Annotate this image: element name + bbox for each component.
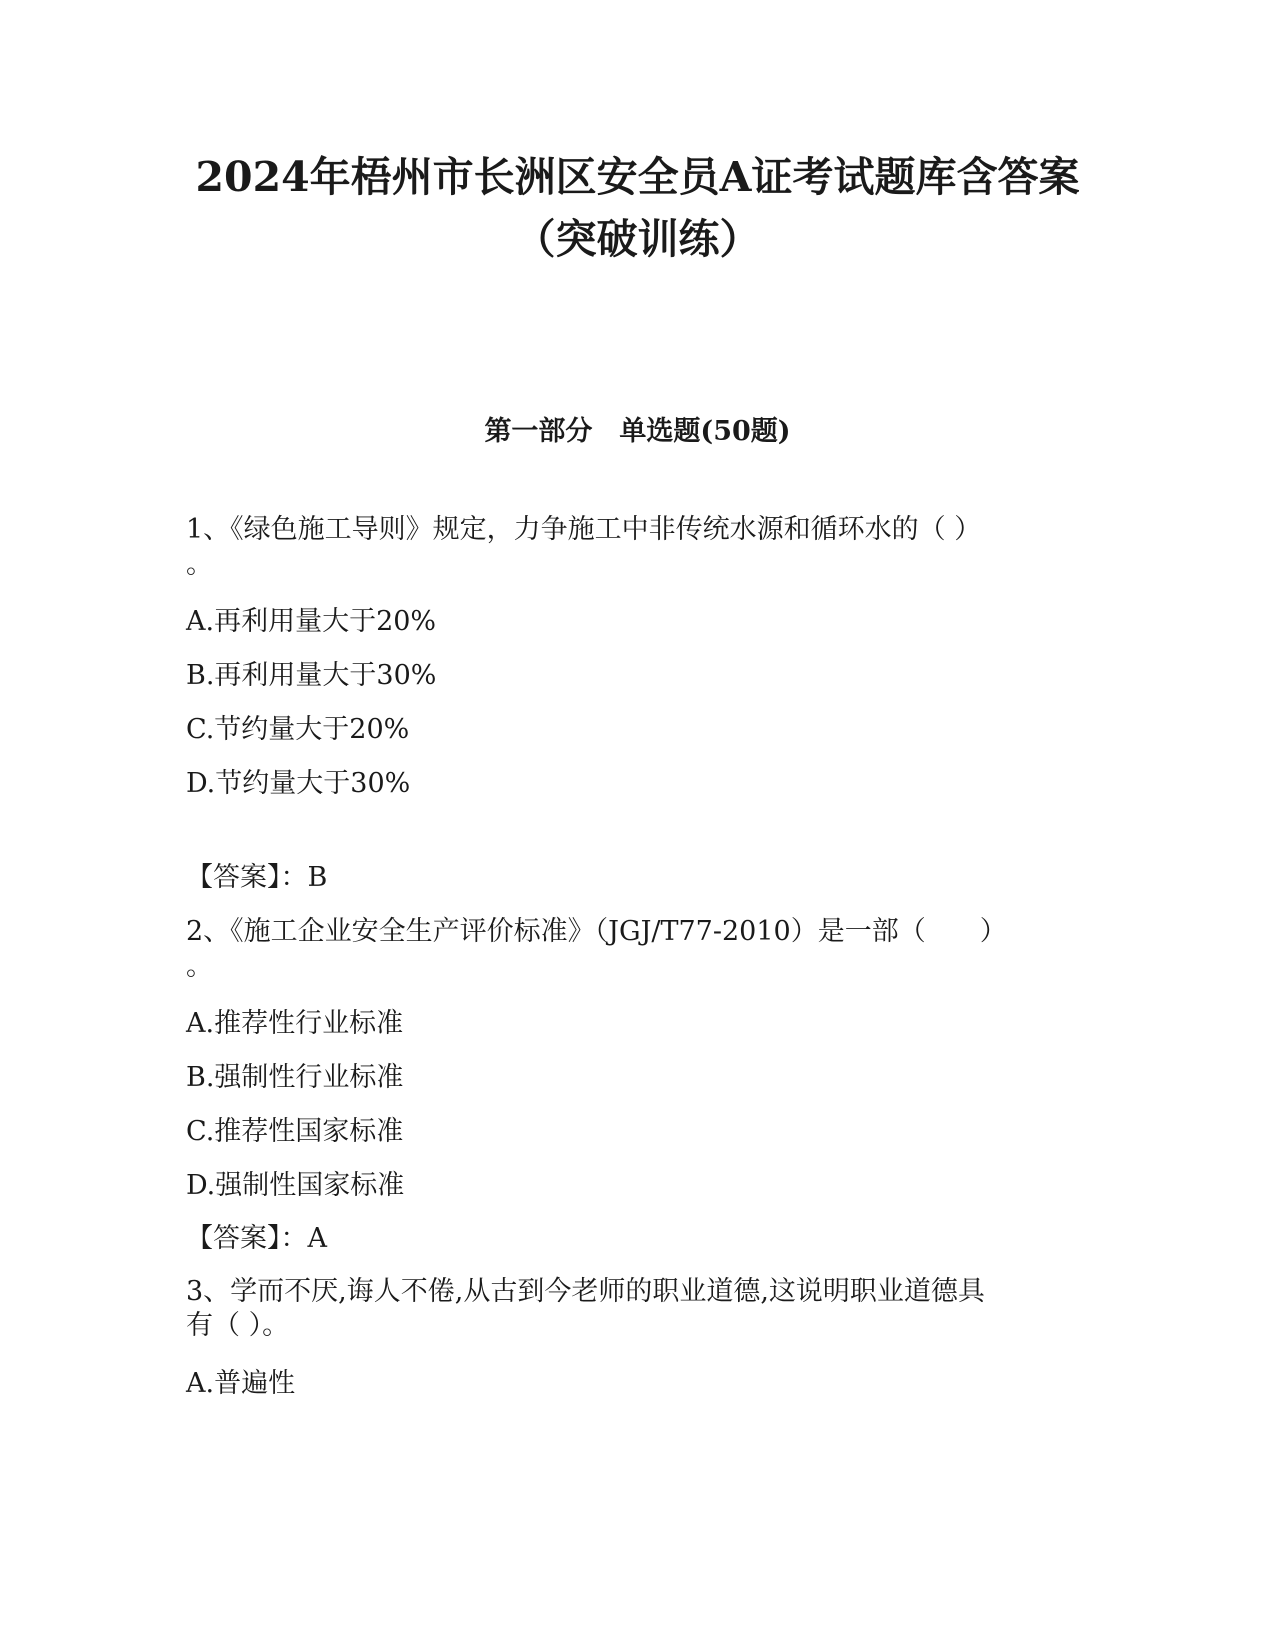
option-a: A.普遍性 <box>186 1368 296 1399</box>
option-a: A.再利用量大于20% <box>186 606 437 637</box>
document-title-line2: （突破训练） <box>514 215 761 263</box>
option-d: D.强制性国家标准 <box>186 1170 405 1201</box>
option-a: A.推荐性行业标准 <box>186 1008 404 1039</box>
option-b: B.强制性行业标准 <box>186 1062 404 1093</box>
answer: 【答案】：B <box>186 862 328 893</box>
option-c: C.节约量大于20% <box>186 714 410 745</box>
question-stem-continuation: 。 <box>186 549 213 580</box>
question-stem-continuation: 。 <box>186 951 213 982</box>
section-heading: 第一部分 单选题(50题) <box>484 416 791 447</box>
option-b: B.再利用量大于30% <box>186 660 437 691</box>
document-title-line1: 2024年梧州市长洲区安全员A证考试题库含答案 <box>195 153 1080 201</box>
question-stem: 2、《施工企业安全生产评价标准》（JGJ/T77-2010）是一部（ ） <box>186 916 1007 947</box>
question-stem: 3、学而不厌,诲人不倦,从古到今老师的职业道德,这说明职业道德具 <box>186 1276 985 1307</box>
question-stem: 1、《绿色施工导则》规定，力争施工中非传统水源和循环水的（ ） <box>186 514 982 545</box>
answer: 【答案】：A <box>186 1223 327 1254</box>
option-d: D.节约量大于30% <box>186 768 411 799</box>
option-c: C.推荐性国家标准 <box>186 1116 404 1147</box>
question-stem-continuation: 有（ ）。 <box>186 1310 290 1341</box>
